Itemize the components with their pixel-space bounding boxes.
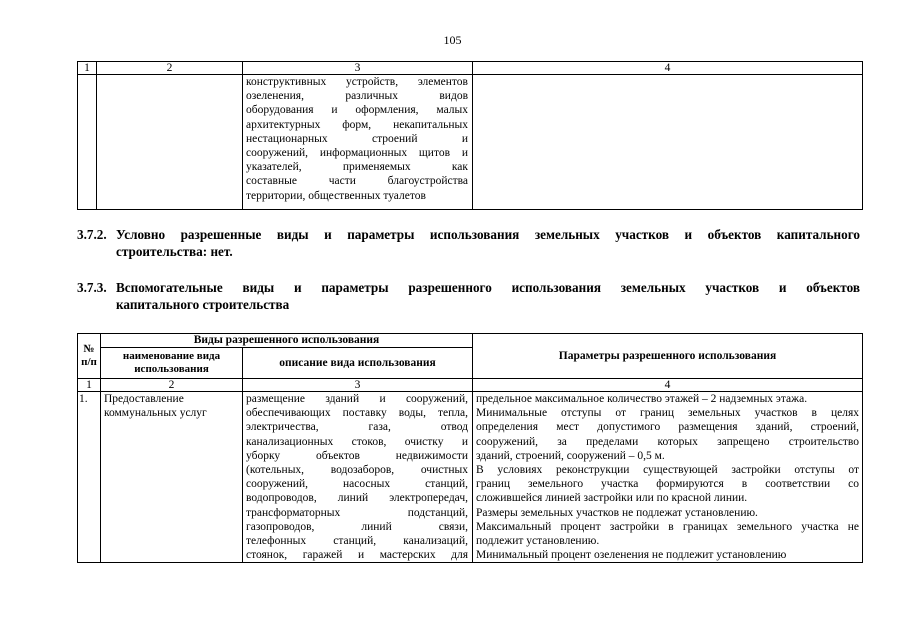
text-line: подлежит установлению. xyxy=(476,535,600,548)
text-line: телефонных станций, канализаций, xyxy=(246,535,468,548)
auxiliary-uses-table xyxy=(77,333,863,563)
column-number-row xyxy=(78,62,863,75)
text-line: указателей, применяемых как xyxy=(246,161,468,174)
text-line: Минимальный процент озеленения не подлежит установлению xyxy=(476,549,787,562)
text-line: озеленения, различных видов xyxy=(246,90,468,103)
section-number: 3.7.3. xyxy=(77,280,107,295)
column-number: 1 xyxy=(78,379,101,392)
text-line: архитектурных форм, некапитальных xyxy=(246,118,468,131)
text-line: сооружений, информационных щитов и xyxy=(246,147,468,160)
use-description xyxy=(243,392,473,563)
table-row xyxy=(78,75,863,210)
column-number: 3 xyxy=(243,62,473,75)
text-line: Размеры земельных участков не подлежат установлению. xyxy=(476,506,758,519)
text-line: уборку объектов недвижимости xyxy=(246,449,468,462)
continuation-table xyxy=(77,61,863,210)
header-desc: описание вида использования xyxy=(243,348,473,379)
column-number: 2 xyxy=(101,379,243,392)
section-title-line: Условно разрешенные виды и параметры использования земельных участков и объектов капитального xyxy=(116,227,860,242)
text-line: трансформаторных подстанций, xyxy=(246,506,468,519)
text-line: Максимальный процент застройки в границах земельного участка не xyxy=(476,520,859,533)
text-line: оборудования и оформления, малых xyxy=(246,104,468,117)
text-line: сложившейся линией застройки или по красной линии. xyxy=(476,492,748,505)
column-number: 2 xyxy=(97,62,243,75)
text-line: канализационных стоков, очистку и xyxy=(246,435,468,448)
header-row xyxy=(78,334,863,348)
text-line: электричества, газа, отвод xyxy=(246,421,468,434)
column-number: 4 xyxy=(473,62,863,75)
empty-cell xyxy=(97,75,243,210)
text-line: зданий, строений, сооружений – 0,5 м. xyxy=(476,449,665,462)
text-line: размещение зданий и сооружений, xyxy=(246,393,468,405)
text-line: определения мест допустимого размещения зданий, строений, xyxy=(476,421,859,434)
text-line: нестационарных строений и xyxy=(246,132,468,145)
empty-cell xyxy=(473,75,863,210)
text-line: Минимальные отступы от границ земельных участков в целях xyxy=(476,407,859,420)
empty-cell xyxy=(78,75,97,210)
row-number: 1. xyxy=(78,392,101,563)
text-line: обеспечивающих поставку воды, тепла, xyxy=(246,407,468,420)
column-number: 3 xyxy=(243,379,473,392)
section-heading-3-7-3 xyxy=(77,279,860,313)
section-title-line: Вспомогательные виды и параметры разрешенного использования земельных участков и объектов xyxy=(116,280,860,295)
text-line: водопроводов, линий электропередач, xyxy=(246,492,468,505)
text-line: конструктивных устройств, элементов xyxy=(246,76,468,88)
description-cell xyxy=(243,75,473,210)
text-line: стоянок, гаражей и мастерских для xyxy=(246,549,468,562)
header-name: наименование вида использования xyxy=(101,348,243,379)
text-line: границ земельного участка формируются в соответствии со xyxy=(476,478,859,491)
column-number: 4 xyxy=(473,379,863,392)
table-row xyxy=(78,392,863,563)
text-line: (котельных, водозаборов, очистных xyxy=(246,464,468,477)
column-number-row xyxy=(78,379,863,392)
section-title-line: строительства: нет. xyxy=(116,244,233,259)
use-name: Предоставление коммунальных услуг xyxy=(101,392,243,563)
column-number: 1 xyxy=(78,62,97,75)
section-title-line: капитального строительства xyxy=(116,297,290,312)
text-line: сооружений, насосных станций, xyxy=(246,478,468,491)
text-line: газопроводов, линий связи, xyxy=(246,520,468,533)
section-heading-3-7-2 xyxy=(77,226,860,260)
header-group: Виды разрешенного использования xyxy=(101,334,473,348)
text-line: составные части благоустройства xyxy=(246,175,468,188)
header-number: № п/п xyxy=(78,334,101,379)
section-number: 3.7.2. xyxy=(77,227,107,242)
header-params: Параметры разрешенного использования xyxy=(473,334,863,379)
text-line: В условиях реконструкции существующей застройки отступы от xyxy=(476,464,859,477)
page-number: 105 xyxy=(443,33,462,47)
text-line: территории, общественных туалетов xyxy=(246,189,426,202)
text-line: предельное максимальное количество этажей – 2 надземных этажа. xyxy=(476,393,808,405)
use-parameters xyxy=(473,392,863,563)
text-line: сооружений, за пределами которых запрещено строительство xyxy=(476,435,859,448)
